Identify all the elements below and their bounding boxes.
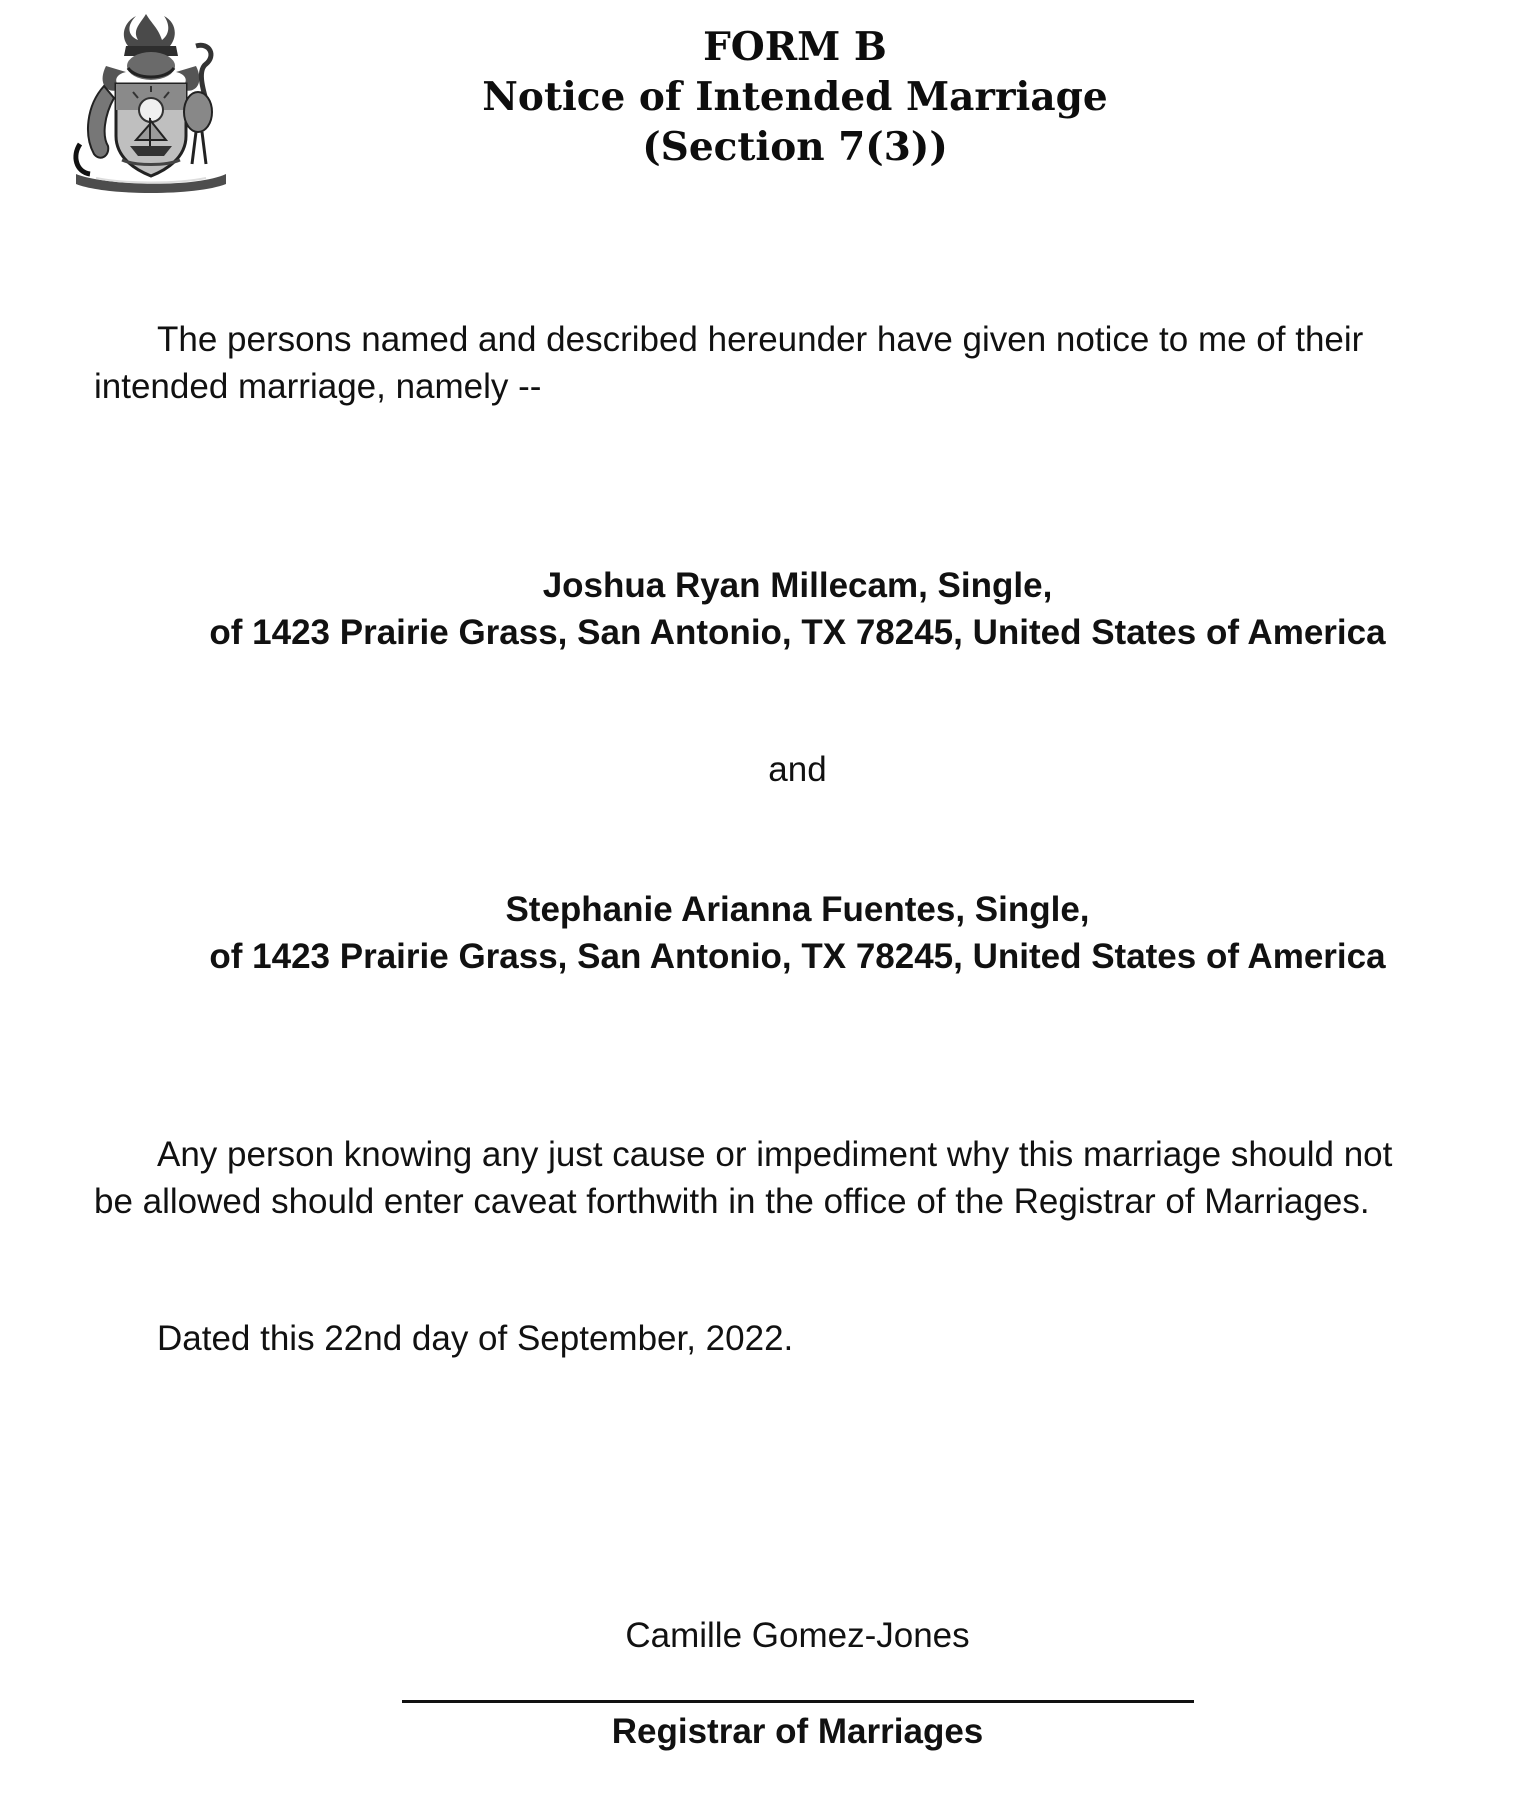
party-2 [0,886,1536,980]
form-section: (Section 7(3)) [642,124,948,170]
party-1-address: of 1423 Prairie Grass, San Antonio, TX 78245, United States of America [209,613,1386,652]
coat-of-arms-seal-icon [66,6,234,196]
form-label: FORM B [703,24,887,70]
conjunction-and: and [768,750,827,789]
caveat-paragraph [94,1131,1494,1225]
dated-text: Dated this 22nd day of September, 2022. [157,1319,794,1358]
party-1-name: Joshua Ryan Millecam, Single, [542,566,1053,605]
registrar-title: Registrar of Marriages [611,1712,984,1751]
caveat-line-1: Any person knowing any just cause or impediment why this marriage should not [157,1135,1393,1174]
signature-line [402,1700,1194,1703]
form-header [300,22,1290,172]
intro-line-1: The persons named and described hereunder have given notice to me of their [157,320,1364,359]
registrar-signature-name: Camille Gomez-Jones [625,1616,970,1655]
party-2-name: Stephanie Arianna Fuentes, Single, [505,890,1090,929]
caveat-line-2: be allowed should enter caveat forthwith in the office of the Registrar of Marriages. [94,1182,1370,1221]
dated-line [94,1315,1494,1362]
intro-paragraph [94,316,1494,410]
party-2-address: of 1423 Prairie Grass, San Antonio, TX 78245, United States of America [209,937,1386,976]
party-1 [0,562,1536,656]
form-title: Notice of Intended Marriage [482,74,1108,120]
intro-line-2: intended marriage, namely -- [94,367,542,406]
